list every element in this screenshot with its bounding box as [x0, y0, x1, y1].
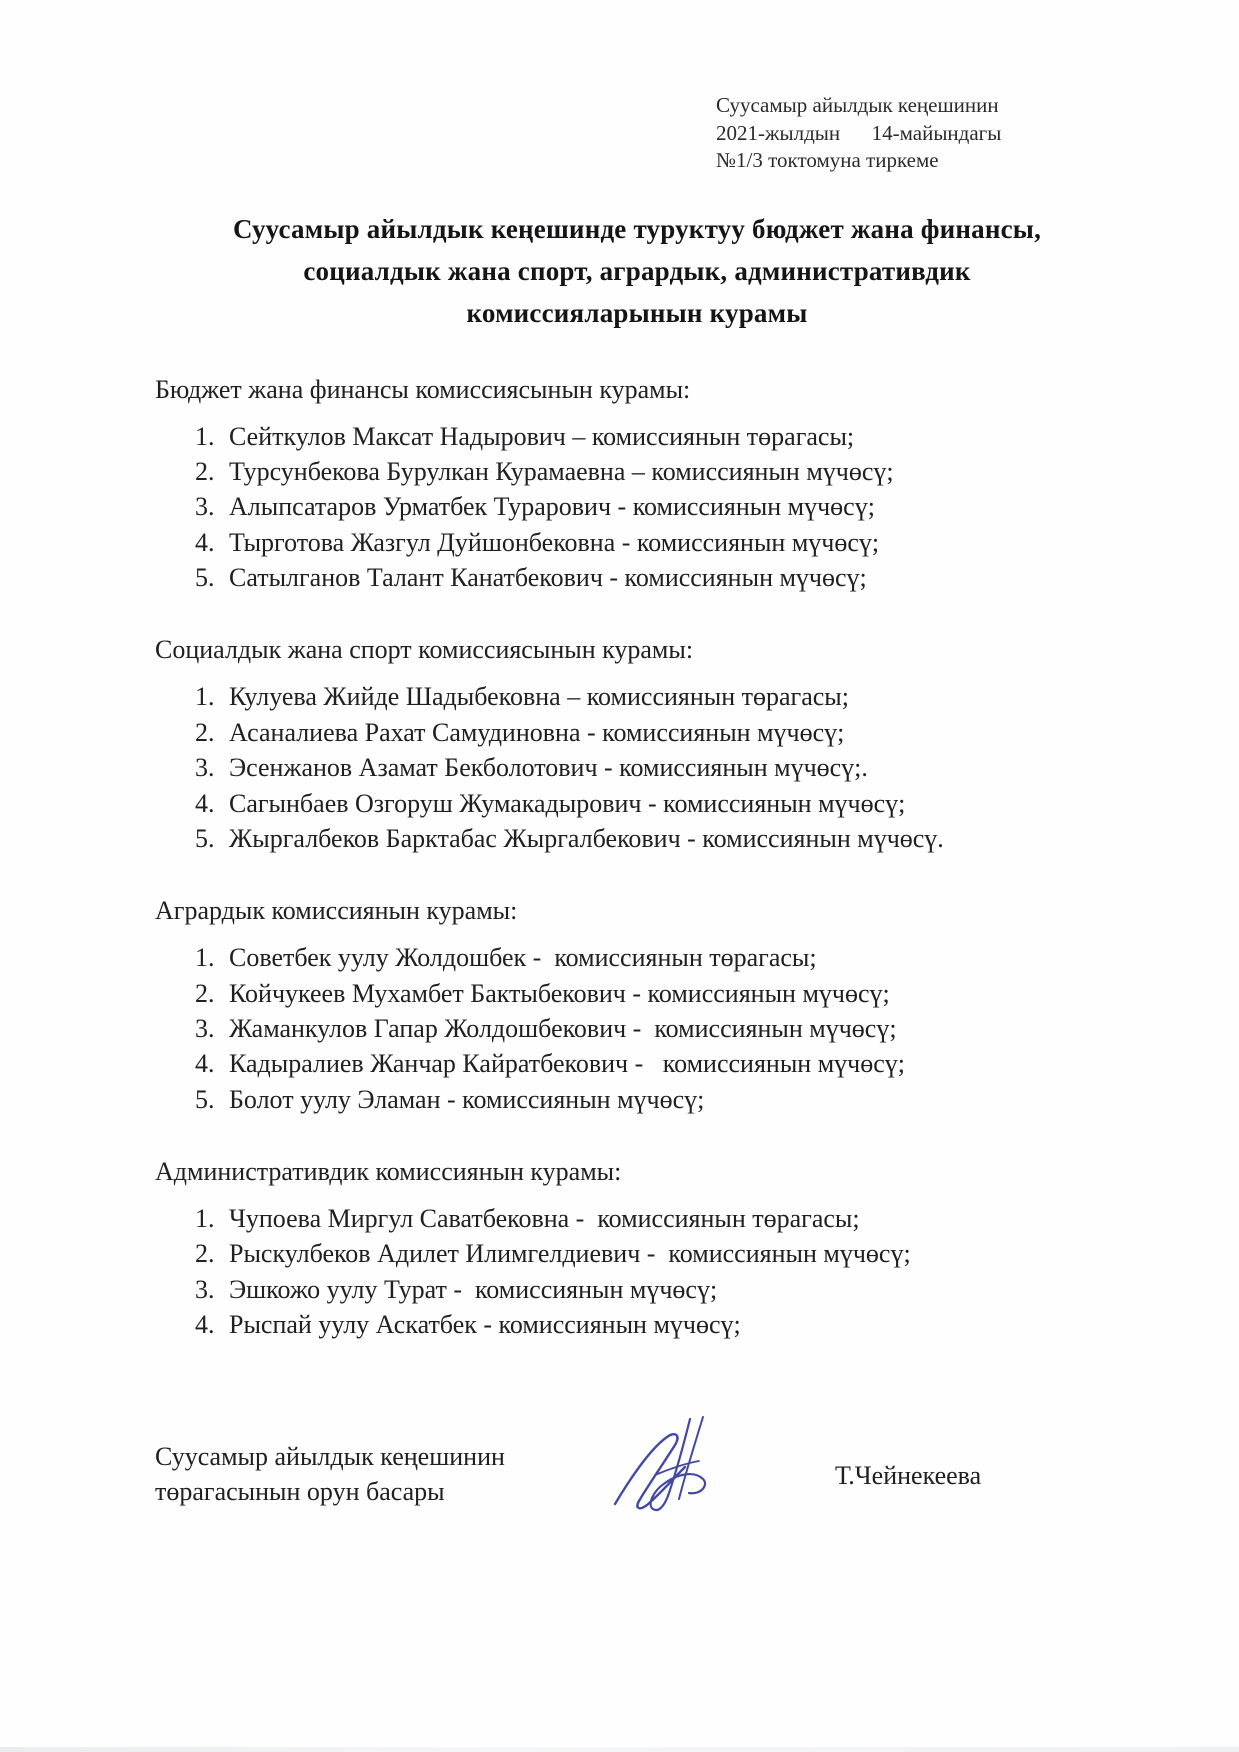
member-item: Кадыралиев Жанчар Кайратбекович - комиссиянын мүчөсү;	[229, 1049, 905, 1079]
member-item: Жаманкулов Гапар Жолдошбекович - комиссиянын мүчөсү;	[229, 1014, 897, 1043]
member-item: Рыспай уулу Аскатбек - комиссиянын мүчөсү;	[229, 1310, 741, 1340]
member-item: Сатылганов Талант Канатбекович - комиссиянын мүчөсү;	[229, 563, 867, 593]
signatory-name: Т.Чейнекеева	[835, 1460, 982, 1490]
signature-block	[155, 1439, 1119, 1511]
member-item: Койчукеев Мухамбет Бактыбекович - комиссиянын мүчөсү;	[229, 978, 890, 1008]
section-budget-finance	[155, 375, 1119, 596]
member-list	[155, 419, 1119, 596]
member-list	[155, 940, 1119, 1117]
document-reference-block	[716, 92, 1061, 175]
member-item: Алыпсатаров Урматбек Турарович - комиссиянын мүчөсү;	[229, 492, 875, 522]
section-heading: Бюджет жана финансы комиссиясынын курамы:	[155, 374, 691, 404]
member-list	[155, 679, 1119, 856]
member-item: Рыскулбеков Адилет Илимгелдиевич - комиссиянын мүчөсү;	[229, 1239, 911, 1269]
member-item: Турсунбекова Бурулкан Курамаевна – комиссиянын мүчөсү;	[229, 457, 894, 487]
signatory-role	[155, 1439, 505, 1511]
member-list	[155, 1201, 1119, 1342]
member-item: Сейткулов Максат Надырович – комиссиянын төрагасы;	[229, 421, 855, 451]
section-administrative	[155, 1157, 1119, 1342]
member-item: Асаналиева Рахат Самудиновна - комиссиянын мүчөсү;	[229, 717, 845, 747]
section-agrarian	[155, 896, 1119, 1117]
signatory-role-line: төрагасынын орун басары	[155, 1477, 445, 1507]
member-item: Тырготова Жазгул Дуйшонбековна - комиссиянын мүчөсү;	[229, 527, 880, 557]
section-heading: Административдик комиссиянын курамы:	[155, 1157, 622, 1187]
member-item: Кулуева Жийде Шадыбековна – комиссиянын төрагасы;	[229, 682, 849, 712]
signature-image	[595, 1409, 735, 1529]
member-item: Чупоева Миргул Саватбековна - комиссиянын төрагасы;	[229, 1204, 860, 1234]
section-heading: Социалдык жана спорт комиссиясынын курамы:	[155, 635, 694, 665]
doc-ref-line: 2021-жылдын 14-майындагы	[716, 120, 1002, 145]
member-item: Жыргалбеков Барктабас Жыргалбекович - комиссиянын мүчөсү.	[229, 823, 944, 853]
section-social-sport	[155, 635, 1119, 856]
member-item: Болот уулу Эламан - комиссиянын мүчөсү;	[229, 1084, 705, 1114]
page-title-line: Суусамыр айылдык кеңешинде туруктуу бюджет жана финансы,	[232, 214, 1042, 245]
member-item: Советбек уулу Жолдошбек - комиссиянын төрагасы;	[229, 943, 817, 973]
page-title-line: комиссияларынын курамы	[466, 297, 808, 328]
doc-ref-line: Суусамыр айылдык кеңешинин	[716, 93, 999, 117]
member-item: Эсенжанов Азамат Бекболотович - комиссиянын мүчөсү;.	[229, 753, 868, 783]
member-item: Эшкожо уулу Турат - комиссиянын мүчөсү;	[229, 1274, 718, 1304]
section-heading: Агрардык комиссиянын курамы:	[155, 896, 518, 926]
signatory-role-line: Суусамыр айылдык кеңешинин	[155, 1441, 505, 1471]
page-title	[155, 209, 1119, 335]
scan-edge-artifact	[0, 1747, 1239, 1752]
member-item: Сагынбаев Озгоруш Жумакадырович - комиссиянын мүчөсү;	[229, 788, 906, 818]
page-title-line: социалдык жана спорт, агрардык, административдик	[303, 256, 971, 286]
doc-ref-line: №1/3 токтомуна тиркеме	[716, 148, 939, 173]
